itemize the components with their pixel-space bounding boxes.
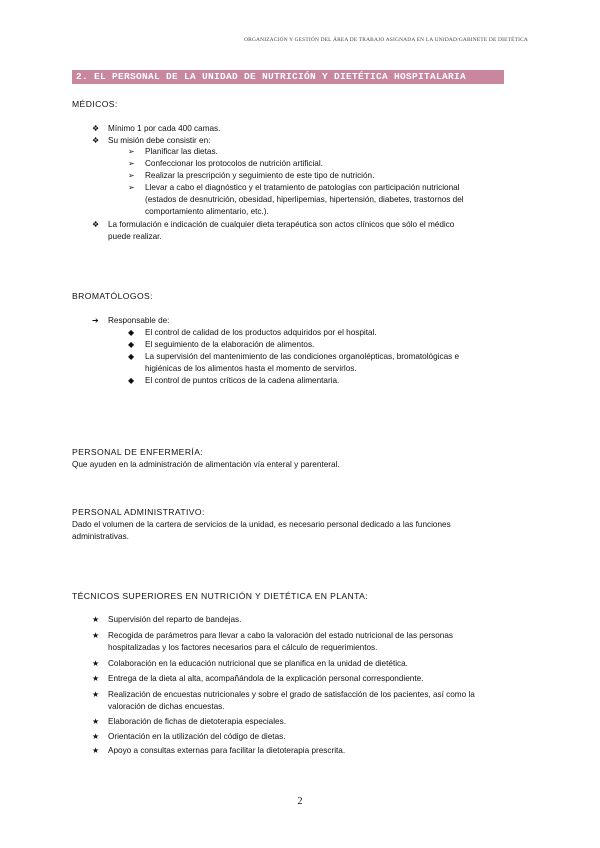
bromatologos-item-3-line-1: La supervisión del mantenimiento de las condiciones organolépticas, bromatológicas e [145, 352, 460, 361]
star-bullet-icon: ★ [92, 674, 100, 683]
medicos-item-3-line-1: La formulación e indicación de cualquier dieta terapéutica son actos clínicos que sólo el médico [108, 220, 455, 229]
star-bullet-icon: ★ [92, 659, 100, 668]
star-bullet-icon: ★ [92, 631, 100, 640]
heading-medicos: MÉDICOS: [72, 99, 118, 109]
section-title: 2. EL PERSONAL DE LA UNIDAD DE NUTRICIÓN Y DIETÉTICA HOSPITALARIA [76, 71, 467, 82]
bromatologos-item-3-line-2: higiénicas de los alimentos hasta el momento de servirlos. [145, 364, 357, 373]
medicos-subitem-2: Confeccionar los protocolos de nutrición artificial. [145, 159, 323, 168]
arrowhead-bullet-icon: ➢ [128, 171, 135, 180]
fleuron-bullet-icon: ❖ [92, 220, 100, 229]
star-bullet-icon: ★ [92, 717, 100, 726]
tecnicos-item-2-line-1: Recogida de parámetros para llevar a cabo la valoración del estado nutricional de las personas [108, 631, 453, 640]
medicos-item-3-line-2: puede realizar. [108, 232, 162, 241]
arrowhead-bullet-icon: ➢ [128, 147, 135, 156]
tecnicos-item-6: Elaboración de fichas de dietoterapia especiales. [108, 717, 286, 726]
tecnicos-item-2-line-2: hospitalizadas y los factores necesarios para el cálculo de requerimientos. [108, 643, 378, 652]
heading-enfermeria: PERSONAL DE ENFERMERÍA: [72, 447, 204, 457]
tecnicos-item-4: Entrega de la dieta al alta, acompañándola de la explicación personal correspondiente. [108, 674, 424, 683]
administrativo-text-line-1: Dado el volumen de la cartera de servicios de la unidad, es necesario personal dedicado a las funciones [72, 520, 451, 529]
tecnicos-item-5-line-1: Realización de encuestas nutricionales y sobre el grado de satisfacción de los pacientes, así como la [108, 690, 475, 699]
medicos-subitem-4-line-1: Llevar a cabo el diagnóstico y el tratamiento de patologías con participación nutricional [145, 183, 460, 192]
diamond-bullet-icon: ◆ [128, 340, 135, 349]
medicos-item-1: Mínimo 1 por cada 400 camas. [108, 124, 221, 133]
heading-tecnicos: TÉCNICOS SUPERIORES EN NUTRICIÓN Y DIETÉTICA EN PLANTA: [72, 591, 369, 601]
star-bullet-icon: ★ [92, 732, 100, 741]
enfermeria-text: Que ayuden en la administración de alimentación vía enteral y parenteral. [72, 460, 340, 469]
bromatologos-lead: Responsable de: [108, 316, 170, 325]
heading-administrativo: PERSONAL ADMINISTRATIVO: [72, 507, 205, 517]
tecnicos-item-3: Colaboración en la educación nutricional que se planifica en la unidad de dietética. [108, 659, 408, 668]
medicos-subitem-1: Planificar las dietas. [145, 147, 218, 156]
medicos-subitem-3: Realizar la prescripción y seguimiento de este tipo de nutrición. [145, 171, 375, 180]
page-number: 2 [297, 796, 303, 807]
star-bullet-icon: ★ [92, 690, 100, 699]
diamond-bullet-icon: ◆ [128, 376, 135, 385]
arrow-bullet-icon: ➔ [92, 316, 99, 325]
tecnicos-item-8: Apoyo a consultas externas para facilitar la dietoterapia prescrita. [108, 746, 346, 755]
fleuron-bullet-icon: ❖ [92, 136, 100, 145]
administrativo-text-line-2: administrativas. [72, 532, 129, 541]
star-bullet-icon: ★ [92, 615, 100, 624]
heading-bromatologos: BROMATÓLOGOS: [72, 291, 153, 301]
fleuron-bullet-icon: ❖ [92, 124, 100, 133]
arrowhead-bullet-icon: ➢ [128, 159, 135, 168]
tecnicos-item-1: Supervisión del reparto de bandejas. [108, 615, 242, 624]
diamond-bullet-icon: ◆ [128, 328, 135, 337]
bromatologos-item-2: El seguimiento de la elaboración de alimentos. [145, 340, 315, 349]
tecnicos-item-7: Orientación en la utilización del código de dietas. [108, 732, 286, 741]
diamond-bullet-icon: ◆ [128, 352, 135, 361]
bromatologos-item-4: El control de puntos críticos de la cadena alimentaria. [145, 376, 340, 385]
tecnicos-item-5-line-2: valoración de dichas encuestas. [108, 702, 225, 711]
medicos-item-2: Su misión debe consistir en: [108, 136, 211, 145]
bromatologos-item-1: El control de calidad de los productos adquiridos por el hospital. [145, 328, 377, 337]
medicos-subitem-4-line-2: (estados de desnutrición, obesidad, hiperlipemias, hipertensión, diabetes, trastornos del [145, 195, 464, 204]
running-header: ORGANIZACIÓN Y GESTIÓN DEL ÁREA DE TRABAJO ASIGNADA EN LA UNIDAD/GABINETE DE DIETÉTICA [244, 37, 528, 43]
medicos-subitem-4-line-3: comportamiento alimentario, etc.). [145, 207, 269, 216]
star-bullet-icon: ★ [92, 746, 100, 755]
arrowhead-bullet-icon: ➢ [128, 183, 135, 192]
